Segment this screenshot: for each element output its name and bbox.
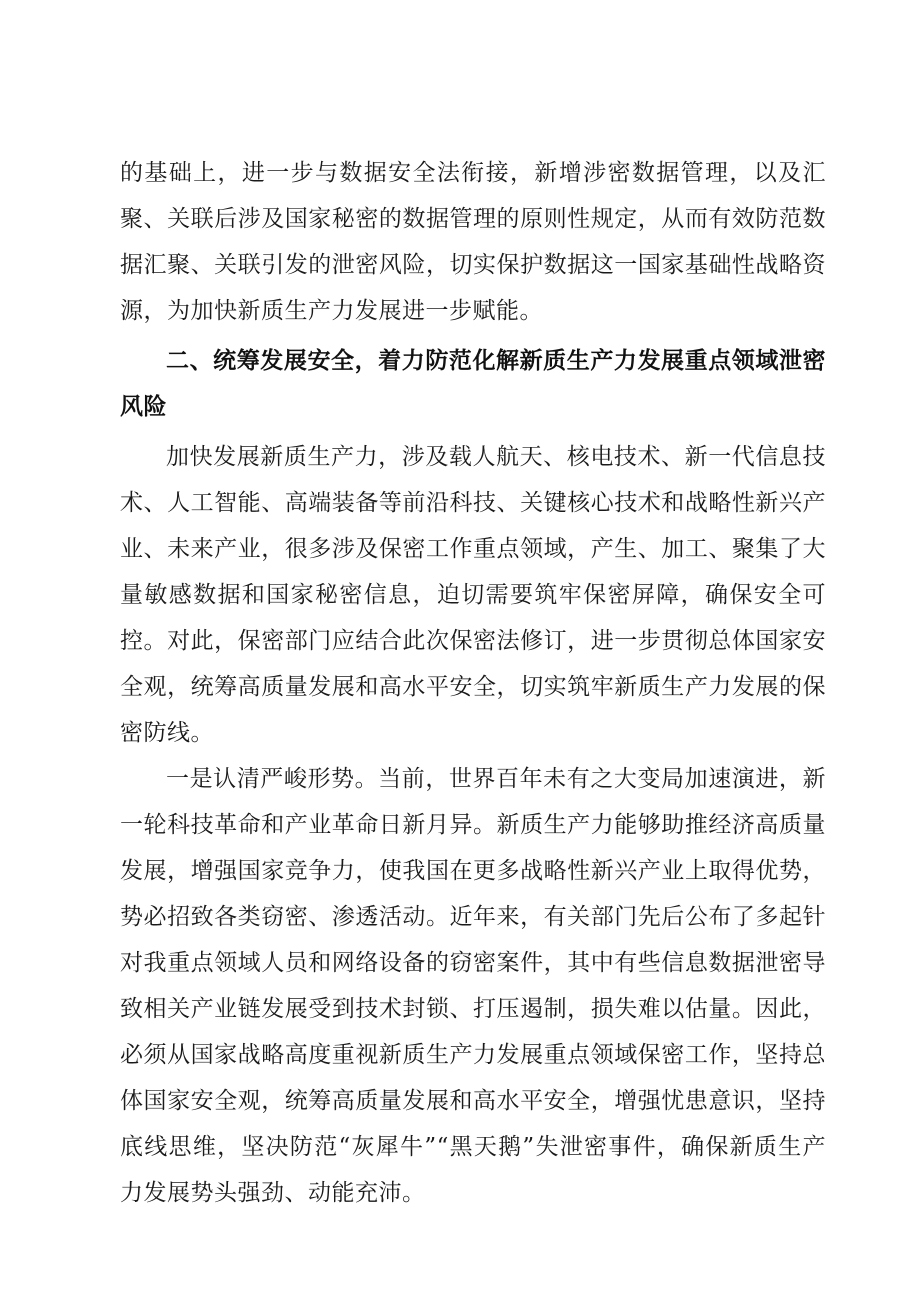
document-body — [120, 150, 826, 1216]
section-heading: 二、统筹发展安全，着力防范化解新质生产力发展重点领域泄密风险 — [120, 348, 826, 420]
body-paragraph-1: 加快发展新质生产力，涉及载人航天、核电技术、新一代信息技术、人工智能、高端装备等前沿科技、关键核心技术和战略性新兴产业、未来产业，很多涉及保密工作重点领域，产生、加工、聚集了大量敏感数据和国家秘密信息，迫切需要筑牢保密屏障，确保安全可控。对此，保密部门应结合此次保密法修订，进一步贯彻总体国家安全观，统筹高质量发展和高水平安全，切实筑牢新质生产力发展的保密防线。 — [120, 444, 826, 746]
continued-paragraph: 的基础上，进一步与数据安全法衔接，新增涉密数据管理，以及汇聚、关联后涉及国家秘密的数据管理的原则性规定，从而有效防范数据汇聚、关联引发的泄密风险，切实保护数据这一国家基础性战略资源，为加快新质生产力发展进一步赋能。 — [120, 160, 826, 324]
body-paragraph-2: 一是认清严峻形势。当前，世界百年未有之大变局加速演进，新一轮科技革命和产业革命日新月异。新质生产力能够助推经济高质量发展，增强国家竞争力，使我国在更多战略性新兴产业上取得优势，势必招致各类窃密、渗透活动。近年来，有关部门先后公布了多起针对我重点领域人员和网络设备的窃密案件，其中有些信息数据泄密导致相关产业链发展受到技术封锁、打压遏制，损失难以估量。因此，必须从国家战略高度重视新质生产力发展重点领域保密工作，坚持总体国家安全观，统筹高质量发展和高水平安全，增强忧患意识，坚持底线思维，坚决防范“灰犀牛”“黑天鹅”失泄密事件，确保新质生产力发展势头强劲、动能充沛。 — [120, 766, 826, 1206]
